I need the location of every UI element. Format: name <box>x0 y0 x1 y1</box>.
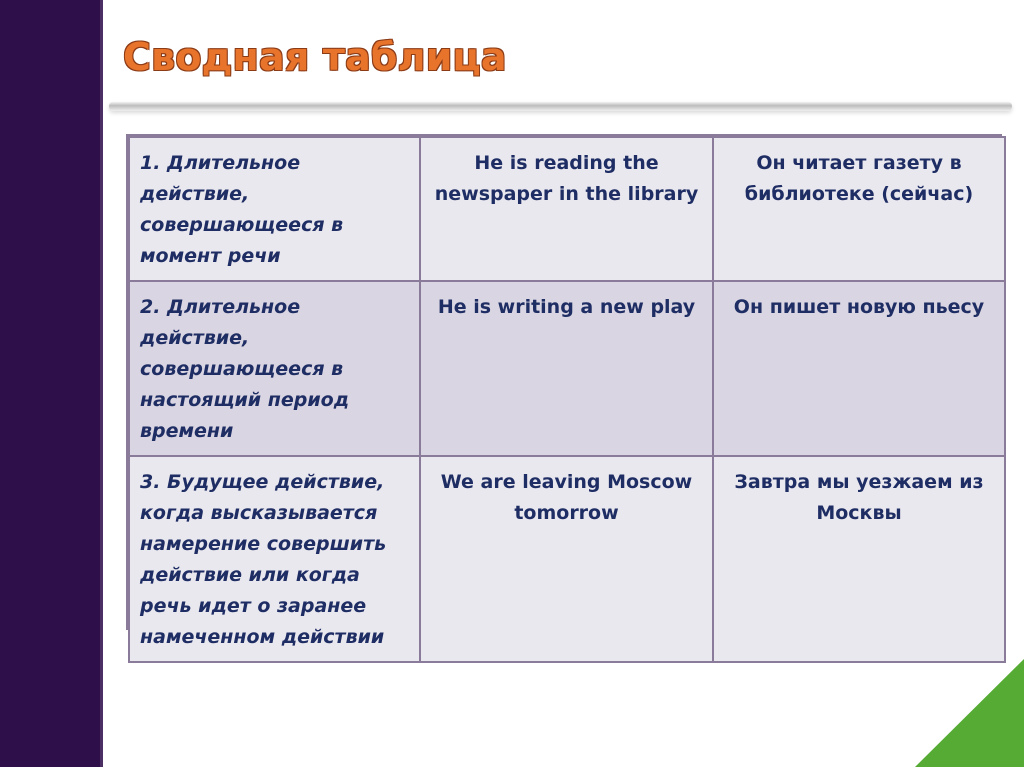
corner-triangle-decoration <box>915 659 1024 767</box>
left-sidebar <box>0 0 103 767</box>
table-cell-russian: Завтра мы уезжаем из Москвы <box>713 456 1005 662</box>
table-cell-use: 3. Будущее действие, когда высказывается намерение совершить действие или когда речь идет о заранее намеченном действии <box>129 456 420 662</box>
table-cell-russian: Он пишет новую пьесу <box>713 281 1005 456</box>
table-cell-english: We are leaving Moscow tomorrow <box>420 456 713 662</box>
title-divider <box>109 102 1012 111</box>
table-row <box>129 456 1005 662</box>
summary-table-grid <box>128 136 1006 663</box>
table-cell-russian: Он читает газету в библиотеке (сейчас) <box>713 137 1005 281</box>
table-cell-english: He is reading the newspaper in the library <box>420 137 713 281</box>
table-cell-english: He is writing a new play <box>420 281 713 456</box>
slide-title: Сводная таблица <box>123 35 507 79</box>
table-cell-use: 1. Длительное действие, совершающееся в момент речи <box>129 137 420 281</box>
table-row <box>129 281 1005 456</box>
summary-table <box>126 134 1002 648</box>
table-row <box>129 137 1005 281</box>
table-cell-use: 2. Длительное действие, совершающееся в настоящий период времени <box>129 281 420 456</box>
